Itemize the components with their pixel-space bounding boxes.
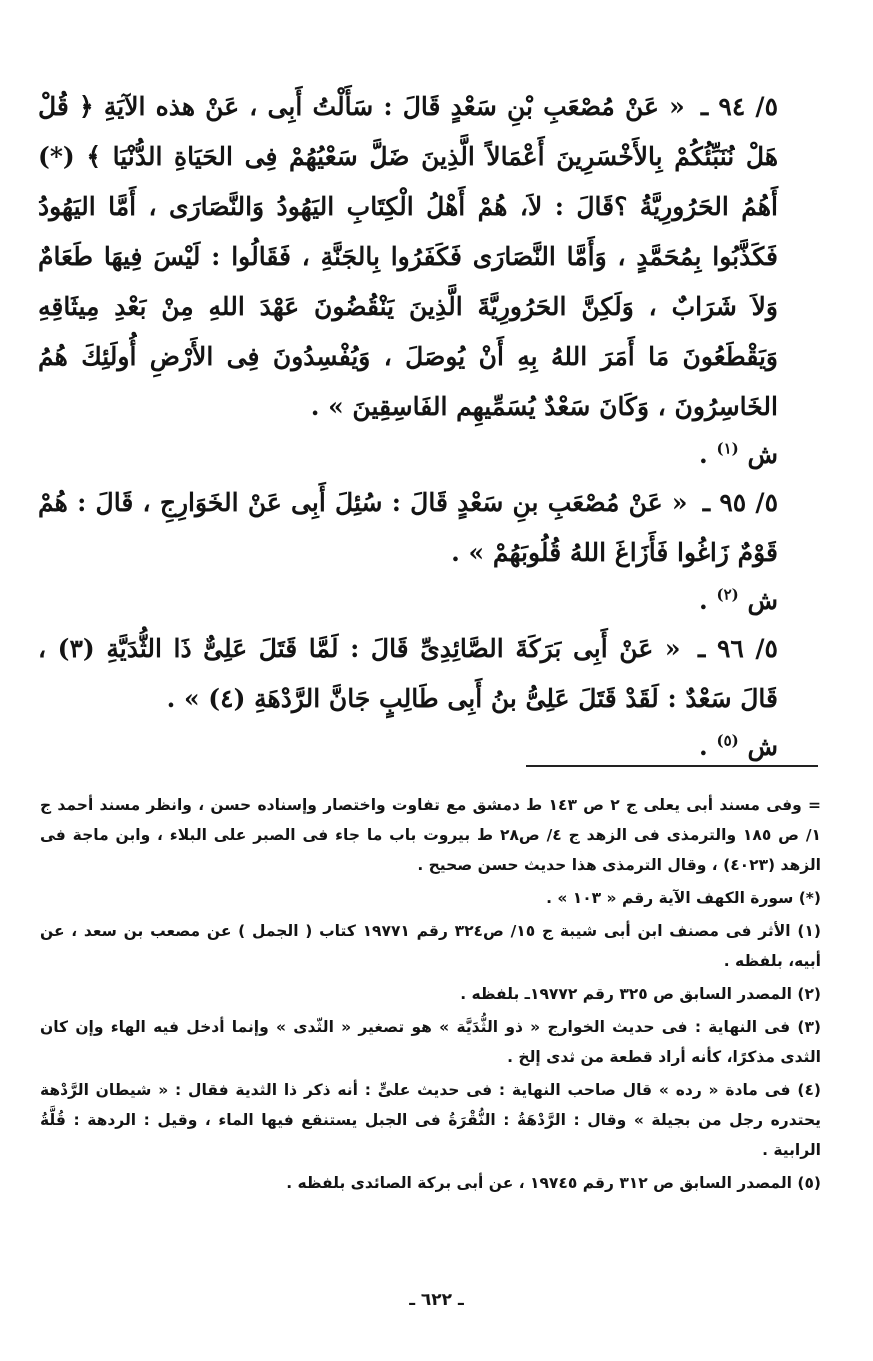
- source-marker: ش $^{(٥)}$ .: [699, 731, 778, 761]
- hadith-96: [38, 624, 778, 724]
- hadith-number: ٥/ ٩٤ ـ: [700, 92, 778, 121]
- footnote: (*) سورة الكهف الآية رقم « ١٠٣ » .: [546, 889, 821, 907]
- footnote-ref: (١): [716, 439, 739, 458]
- footnotes: [40, 790, 821, 1201]
- footnote: (٢) المصدر السابق ص ٣٢٥ رقم ١٩٧٧٢ـ بلفظه .: [460, 985, 821, 1003]
- hadith-text: « عَنْ مُصْعَبِ بْنِ سَعْدٍ قَالَ : سَأَلْتُ أَبِى ، عَنْ هذه الآيَةِ ﴿ قُلْ هَلْ نُنَبِّئُكُمْ بِالأَخْسَرِينَ أَعْمَالاً الَّذِينَ ضَلَّ سَعْيُهُمْ فِى الحَيَاةِ الدُّنْيَا ﴾ (*) أَهُمُ الحَرُورِيَّةُ ؟قَالَ : لاَ، هُمْ أَهْلُ الْكِتَابِ اليَهُودُ وَالنَّصَارَى ، أَمَّا اليَهُودُ فَكَذَّبُوا بِمُحَمَّدٍ ، وَأَمَّا النَّصَارَى فَكَفَرُوا بِالجَنَّةِ ، فَقَالُوا : لَيْسَ فِيهَا طَعَامٌ وَلاَ شَرَابٌ ، وَلَكِنَّ الحَرُورِيَّةَ الَّذِينَ يَنْقُضُونَ عَهْدَ اللهِ مِنْ بَعْدِ مِيثَاقِهِ وَيَقْطَعُونَ مَا أَمَرَ اللهُ بِهِ أَنْ يُوصَلَ ، وَيُفْسِدُونَ فِى الأَرْضِ أُولَئِكَ هُمُ الخَاسِرُونَ ، وَكَانَ سَعْدٌ يُسَمِّيهِم الفَاسِقِينَ » .: [38, 92, 778, 421]
- source-marker: ش $^{(١)}$ .: [699, 439, 778, 469]
- main-text: [38, 82, 778, 770]
- sh-label: ش: [747, 732, 778, 761]
- footnote: (٣) فى النهاية : فى حديث الخوارج « ذو الثُّدَيَّة » هو تصغير « الثّدى » وإنما أدخل فيه الهاء وإن كان الثدى مذكرًا، كأنه أراد قطعة من ثدى إلخ .: [40, 1018, 821, 1066]
- footnote: = وفى مسند أبى يعلى ج ٢ ص ١٤٣ ط دمشق مع تفاوت واختصار وإسناده حسن ، وانظر مسند أحمد ج ١/ ص ١٨٥ والترمذى فى الزهد ج ٤/ ص٢٨ ط بيروت باب ما جاء فى الصبر على البلاء ، وابن ماجة فى الزهد (٤٠٢٣) ، وقال الترمذى هذا حديث حسن صحيح .: [40, 796, 821, 874]
- hadith-94: [38, 82, 778, 432]
- hadith-number: ٥/ ٩٦ ـ: [698, 634, 778, 663]
- hadith-number: ٥/ ٩٥ ـ: [702, 488, 778, 517]
- footnote-ref: (٢): [716, 585, 739, 604]
- footnote-divider: [526, 765, 818, 767]
- sh-label: ش: [747, 586, 778, 615]
- hadith-text: « عَنْ مُصْعَبِ بنِ سَعْدٍ قَالَ : سُئِلَ أَبِى عَنْ الخَوَارِجِ ، قَالَ : هُمْ قَوْمٌ زَاغُوا فَأَزَاغَ اللهُ قُلُوبَهُمْ » .: [38, 488, 778, 567]
- hadith-95: [38, 478, 778, 578]
- sh-label: ش: [747, 440, 778, 469]
- page-number: ـ ٦٢٢ ـ: [409, 1290, 464, 1310]
- footnote: (٥) المصدر السابق ص ٣١٢ رقم ١٩٧٤٥ ، عن أبى بركة الصائدى بلفظه .: [286, 1174, 821, 1192]
- source-marker: ش $^{(٢)}$ .: [699, 585, 778, 615]
- footnote: (١) الأثر فى مصنف ابن أبى شيبة ج ١٥/ ص٣٢٤ رقم ١٩٧٧١ كتاب ( الجمل ) عن مصعب بن سعد ، عن أبيه، بلفظه .: [40, 922, 821, 970]
- footnote-ref: (٥): [716, 731, 739, 750]
- footnote: (٤) فى مادة « رده » قال صاحب النهاية : فى حديث علىٍّ : أنه ذكر ذا الثدية فقال : « شيطان الرَّدْهة يحتدره رجل من بجيلة » وقال : الرَّدْهَةُ : النُّقْرَةُ فى الجبل يستنقع فيها الماء ، وقيل : الردهة : قُلَّةُ الرابية .: [40, 1081, 821, 1159]
- hadith-text: « عَنْ أَبِى بَرَكَةَ الصَّائِدِىِّ قَالَ : لَمَّا قَتَلَ عَلِىٌّ ذَا الثُّدَيَّةِ (٣) ، قَالَ سَعْدٌ : لَقَدْ قَتَلَ عَلِىُّ بنُ أَبِى طَالِبٍ جَانَّ الرَّدْهَةِ (٤) » .: [38, 634, 778, 713]
